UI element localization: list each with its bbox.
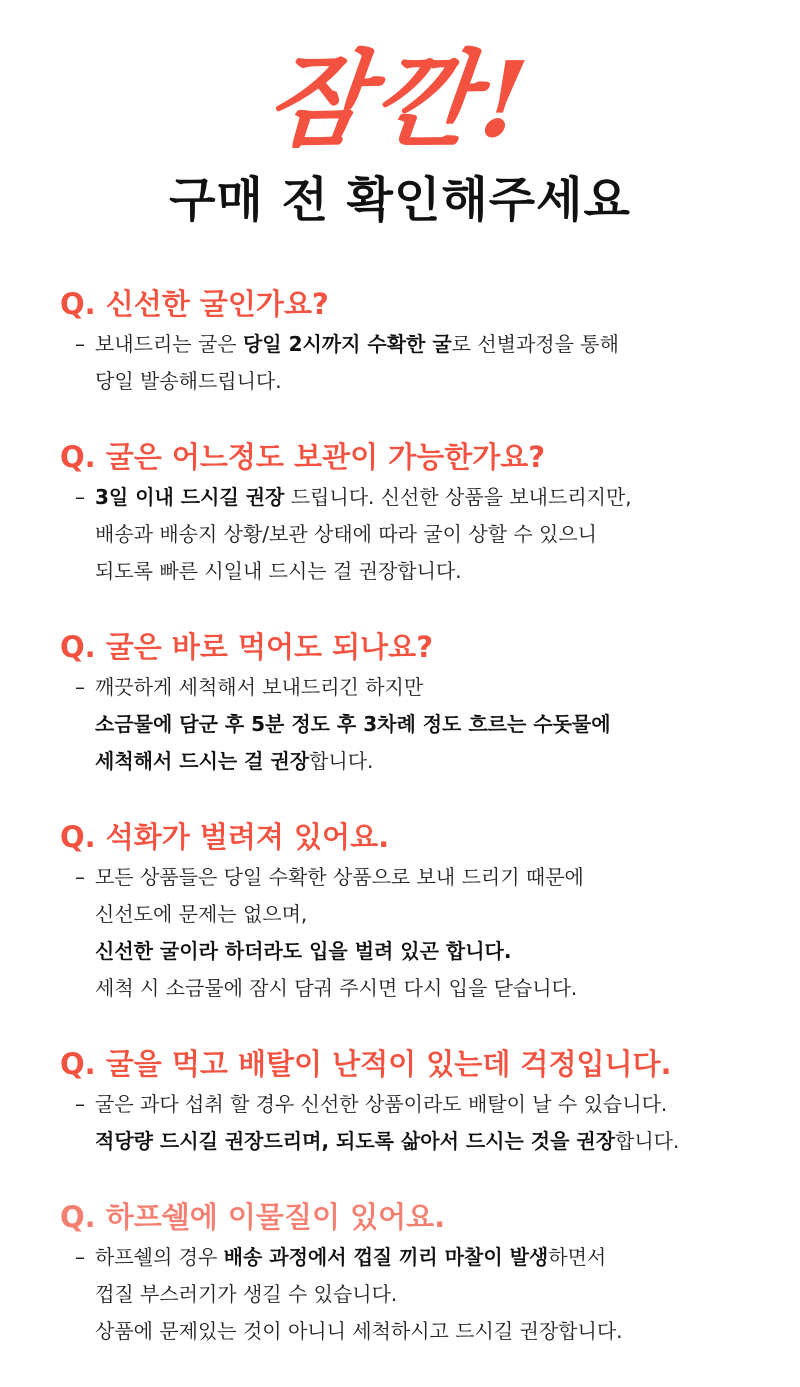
dash-marker: – [75, 332, 85, 356]
answer-text: 합니다. [615, 1129, 680, 1153]
faq-answer [60, 669, 760, 780]
page-title: 구매 전 확인해주세요 [169, 172, 631, 228]
answer-line [95, 896, 760, 933]
faq-answer [60, 479, 760, 590]
faq-question: Q. 굴은 어느정도 보관이 가능한가요? [60, 440, 546, 474]
faq-item [60, 627, 760, 780]
answer-line [95, 859, 760, 896]
answer-line [95, 479, 760, 516]
answer-text: 로 선별과정을 통해 [451, 332, 619, 356]
answer-line [95, 1086, 760, 1123]
answer-text: 굴은 과다 섭취 할 경우 신선한 상품이라도 배탈이 날 수 있습니다. [95, 1092, 668, 1116]
emphasis-text: 소금물에 담군 후 5분 정도 후 3차례 정도 흐르는 수돗물에 [95, 712, 611, 736]
answer-line [95, 553, 760, 590]
answer-text: 세척 시 소금물에 잠시 담궈 주시면 다시 입을 닫습니다. [95, 976, 578, 1000]
answer-text: 배송과 배송지 상황/보관 상태에 따라 굴이 상할 수 있으니 [95, 522, 597, 546]
dash-marker: – [75, 485, 85, 509]
faq-answer [60, 1239, 760, 1350]
faq-question: Q. 굴은 바로 먹어도 되나요? [60, 630, 434, 664]
answer-text: 되도록 빠른 시일내 드시는 걸 권장합니다. [95, 559, 462, 583]
answer-text: 합니다. [309, 749, 374, 773]
answer-text: 당일 발송해드립니다. [95, 369, 282, 393]
answer-line [95, 1123, 760, 1160]
answer-text: 깨끗하게 세척해서 보내드리긴 하지만 [95, 675, 424, 699]
brush-title: 잠깐! [261, 38, 539, 161]
emphasis-text: 적당량 드시길 권장드리며, 되도록 삶아서 드시는 것을 권장 [95, 1129, 616, 1153]
faq-item [60, 1197, 760, 1350]
faq-item [60, 1044, 760, 1160]
faq-question: Q. 하프쉘에 이물질이 있어요. [60, 1200, 446, 1234]
faq-question: Q. 신선한 굴인가요? [60, 287, 329, 321]
faq-list [60, 284, 760, 1387]
answer-line [95, 970, 760, 1007]
answer-text: 하면서 [548, 1245, 607, 1269]
answer-line [95, 516, 760, 553]
faq-question: Q. 굴을 먹고 배탈이 난적이 있는데 걱정입니다. [60, 1047, 672, 1081]
answer-text: 상품에 문제있는 것이 아니니 세척하시고 드시길 권장합니다. [95, 1319, 623, 1343]
dash-marker: – [75, 1245, 85, 1269]
faq-answer [60, 326, 760, 400]
emphasis-text: 3일 이내 드시길 권장 [95, 485, 285, 509]
answer-text: 모든 상품들은 당일 수확한 상품으로 보내 드리기 때문에 [95, 865, 584, 889]
faq-answer [60, 1086, 760, 1160]
answer-line [95, 669, 760, 706]
answer-line [95, 1239, 760, 1276]
faq-answer [60, 859, 760, 1007]
answer-text: 보내드리는 굴은 [95, 332, 243, 356]
answer-text: 하프쉘의 경우 [95, 1245, 224, 1269]
answer-line [95, 326, 760, 363]
answer-line [95, 743, 760, 780]
dash-marker: – [75, 675, 85, 699]
answer-text: 신선도에 문제는 없으며, [95, 902, 308, 926]
answer-text: 드립니다. 신선한 상품을 보내드리지만, [284, 485, 632, 509]
dash-marker: – [75, 865, 85, 889]
answer-line [95, 706, 760, 743]
emphasis-text: 신선한 굴이라 하더라도 입을 벌려 있곤 합니다. [95, 939, 512, 963]
faq-item [60, 437, 760, 590]
answer-line [95, 1276, 760, 1313]
answer-line [95, 1313, 760, 1350]
page-header [0, 40, 800, 230]
faq-item [60, 817, 760, 1007]
emphasis-text: 세척해서 드시는 걸 권장 [95, 749, 310, 773]
dash-marker: – [75, 1092, 85, 1116]
faq-question: Q. 석화가 벌려져 있어요. [60, 820, 390, 854]
answer-line [95, 363, 760, 400]
emphasis-text: 배송 과정에서 껍질 끼리 마찰이 발생 [223, 1245, 549, 1269]
faq-item [60, 284, 760, 400]
answer-text: 껍질 부스러기가 생길 수 있습니다. [95, 1282, 398, 1306]
answer-line [95, 933, 760, 970]
emphasis-text: 당일 2시까지 수확한 굴 [242, 332, 452, 356]
